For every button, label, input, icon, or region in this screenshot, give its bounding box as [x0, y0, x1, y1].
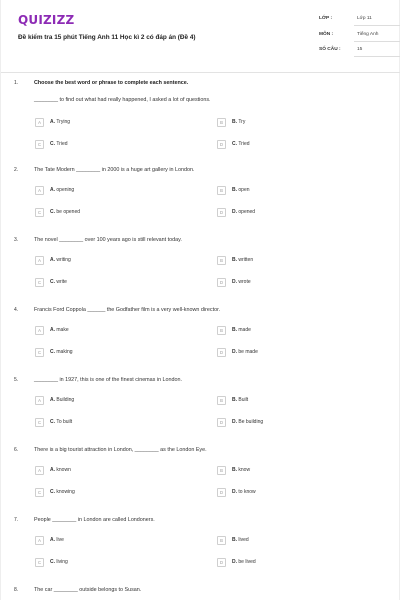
- question-text: The novel ________ over 100 years ago is still relevant today.: [34, 237, 182, 243]
- option-label: D.: [232, 559, 237, 565]
- option-label: C.: [50, 279, 55, 285]
- option-label: C.: [50, 419, 55, 425]
- question-number: 3.: [14, 237, 19, 243]
- meta-count-value: 15: [357, 47, 363, 52]
- option-text: lived: [238, 537, 249, 543]
- option-label: B.: [232, 257, 237, 263]
- meta-divider: [354, 56, 400, 57]
- question-text: The Tate Modern ________ in 2000 is a huge art gallery in London.: [34, 167, 195, 173]
- option-label: B.: [232, 119, 237, 125]
- option-letter-box: C: [35, 208, 44, 217]
- option-text: living: [56, 559, 68, 565]
- option-label: A.: [50, 327, 55, 333]
- option-text: Tried: [238, 141, 250, 147]
- option-letter-box: A: [35, 536, 44, 545]
- option-text: made: [238, 327, 251, 333]
- question-text: Francis Ford Coppola ______ the Godfather film is a very well-known director.: [34, 307, 221, 313]
- option-label: D.: [232, 489, 237, 495]
- option-label: C.: [50, 209, 55, 215]
- option-label: A.: [50, 467, 55, 473]
- meta-divider: [354, 25, 400, 26]
- option-letter-box: C: [35, 488, 44, 497]
- option-text: Built: [238, 397, 249, 403]
- option-text: To built: [56, 419, 73, 425]
- option-letter-box: A: [35, 118, 44, 127]
- option-label: C.: [232, 141, 237, 147]
- question-number: 6.: [14, 447, 19, 453]
- option-letter-box: D: [217, 140, 226, 149]
- option-text: live: [56, 537, 64, 543]
- option-label: A.: [50, 119, 55, 125]
- option-label: C.: [50, 489, 55, 495]
- question-number: 8.: [14, 587, 19, 593]
- question-number: 7.: [14, 517, 19, 523]
- option-letter-box: D: [217, 558, 226, 567]
- option-text: to know: [238, 489, 256, 495]
- option-text: Try: [238, 119, 246, 125]
- option-text: wrote: [238, 279, 251, 285]
- question-text: ________ to find out what had really happened, I asked a lot of questions.: [34, 97, 211, 103]
- option-text: Tried: [56, 141, 68, 147]
- option-text: written: [238, 257, 254, 263]
- option-text: knowing: [56, 489, 75, 495]
- option-letter-box: A: [35, 326, 44, 335]
- option-label: B.: [232, 537, 237, 543]
- option-letter-box: B: [217, 466, 226, 475]
- option-letter-box: D: [217, 208, 226, 217]
- question-number: 2.: [14, 167, 19, 173]
- option-label: B.: [232, 187, 237, 193]
- worksheet-title: Đề kiểm tra 15 phút Tiếng Anh 11 Học kì 2 có đáp án (Đề 4): [18, 34, 196, 41]
- meta-divider: [354, 41, 400, 42]
- question-text: The car ________ outside belongs to Susan.: [34, 587, 142, 593]
- option-letter-box: C: [35, 140, 44, 149]
- option-text: Building: [56, 397, 75, 403]
- question-text: There is a big tourist attraction in London, ________ as the London Eye.: [34, 447, 207, 453]
- worksheet-header: [1, 0, 400, 70]
- option-label: B.: [232, 327, 237, 333]
- option-letter-box: C: [35, 278, 44, 287]
- option-label: D.: [232, 349, 237, 355]
- option-letter-box: D: [217, 488, 226, 497]
- instruction-text: Choose the best word or phrase to complete each sentence.: [34, 80, 189, 86]
- option-label: B.: [232, 397, 237, 403]
- option-text: write: [56, 279, 67, 285]
- option-label: A.: [50, 187, 55, 193]
- option-letter-box: B: [217, 326, 226, 335]
- header-divider: [1, 72, 400, 73]
- meta-subject-value: Tiếng Anh: [357, 32, 379, 37]
- option-letter-box: B: [217, 256, 226, 265]
- option-label: C.: [50, 349, 55, 355]
- option-text: know: [238, 467, 251, 473]
- option-text: be made: [238, 349, 258, 355]
- question-number: 1.: [14, 80, 19, 86]
- meta-subject-key: MÔN :: [319, 32, 334, 37]
- option-letter-box: C: [35, 348, 44, 357]
- option-label: C.: [50, 559, 55, 565]
- option-label: A.: [50, 397, 55, 403]
- option-letter-box: B: [217, 396, 226, 405]
- option-letter-box: A: [35, 396, 44, 405]
- option-label: B.: [232, 467, 237, 473]
- question-text: ________ in 1927, this is one of the finest cinemas in London.: [34, 377, 183, 383]
- meta-class-key: LỚP :: [319, 16, 333, 21]
- option-letter-box: C: [35, 558, 44, 567]
- option-label: C.: [50, 141, 55, 147]
- option-text: writing: [56, 257, 71, 263]
- option-letter-box: B: [217, 536, 226, 545]
- option-text: opening: [56, 187, 75, 193]
- meta-count-key: SỐ CÂU :: [319, 47, 341, 52]
- option-label: A.: [50, 537, 55, 543]
- option-text: Be building: [238, 419, 264, 425]
- option-letter-box: B: [217, 118, 226, 127]
- option-text: known: [56, 467, 71, 473]
- option-label: D.: [232, 209, 237, 215]
- option-text: making: [56, 349, 73, 355]
- option-letter-box: D: [217, 418, 226, 427]
- option-letter-box: A: [35, 256, 44, 265]
- option-label: A.: [50, 257, 55, 263]
- option-text: make: [56, 327, 69, 333]
- question-text: People ________ in London are called Londoners.: [34, 517, 155, 523]
- option-letter-box: B: [217, 186, 226, 195]
- question-number: 4.: [14, 307, 19, 313]
- option-text: open: [238, 187, 250, 193]
- option-label: D.: [232, 419, 237, 425]
- option-text: Trying: [56, 119, 71, 125]
- option-letter-box: D: [217, 348, 226, 357]
- option-letter-box: D: [217, 278, 226, 287]
- option-letter-box: C: [35, 418, 44, 427]
- option-text: be lived: [238, 559, 256, 565]
- option-letter-box: A: [35, 466, 44, 475]
- meta-class-value: Lớp 11: [357, 16, 372, 21]
- option-label: D.: [232, 279, 237, 285]
- option-letter-box: A: [35, 186, 44, 195]
- quizizz-logo: QUIZIZZ: [18, 13, 75, 27]
- question-number: 5.: [14, 377, 19, 383]
- option-text: be opened: [56, 209, 81, 215]
- option-text: opened: [238, 209, 256, 215]
